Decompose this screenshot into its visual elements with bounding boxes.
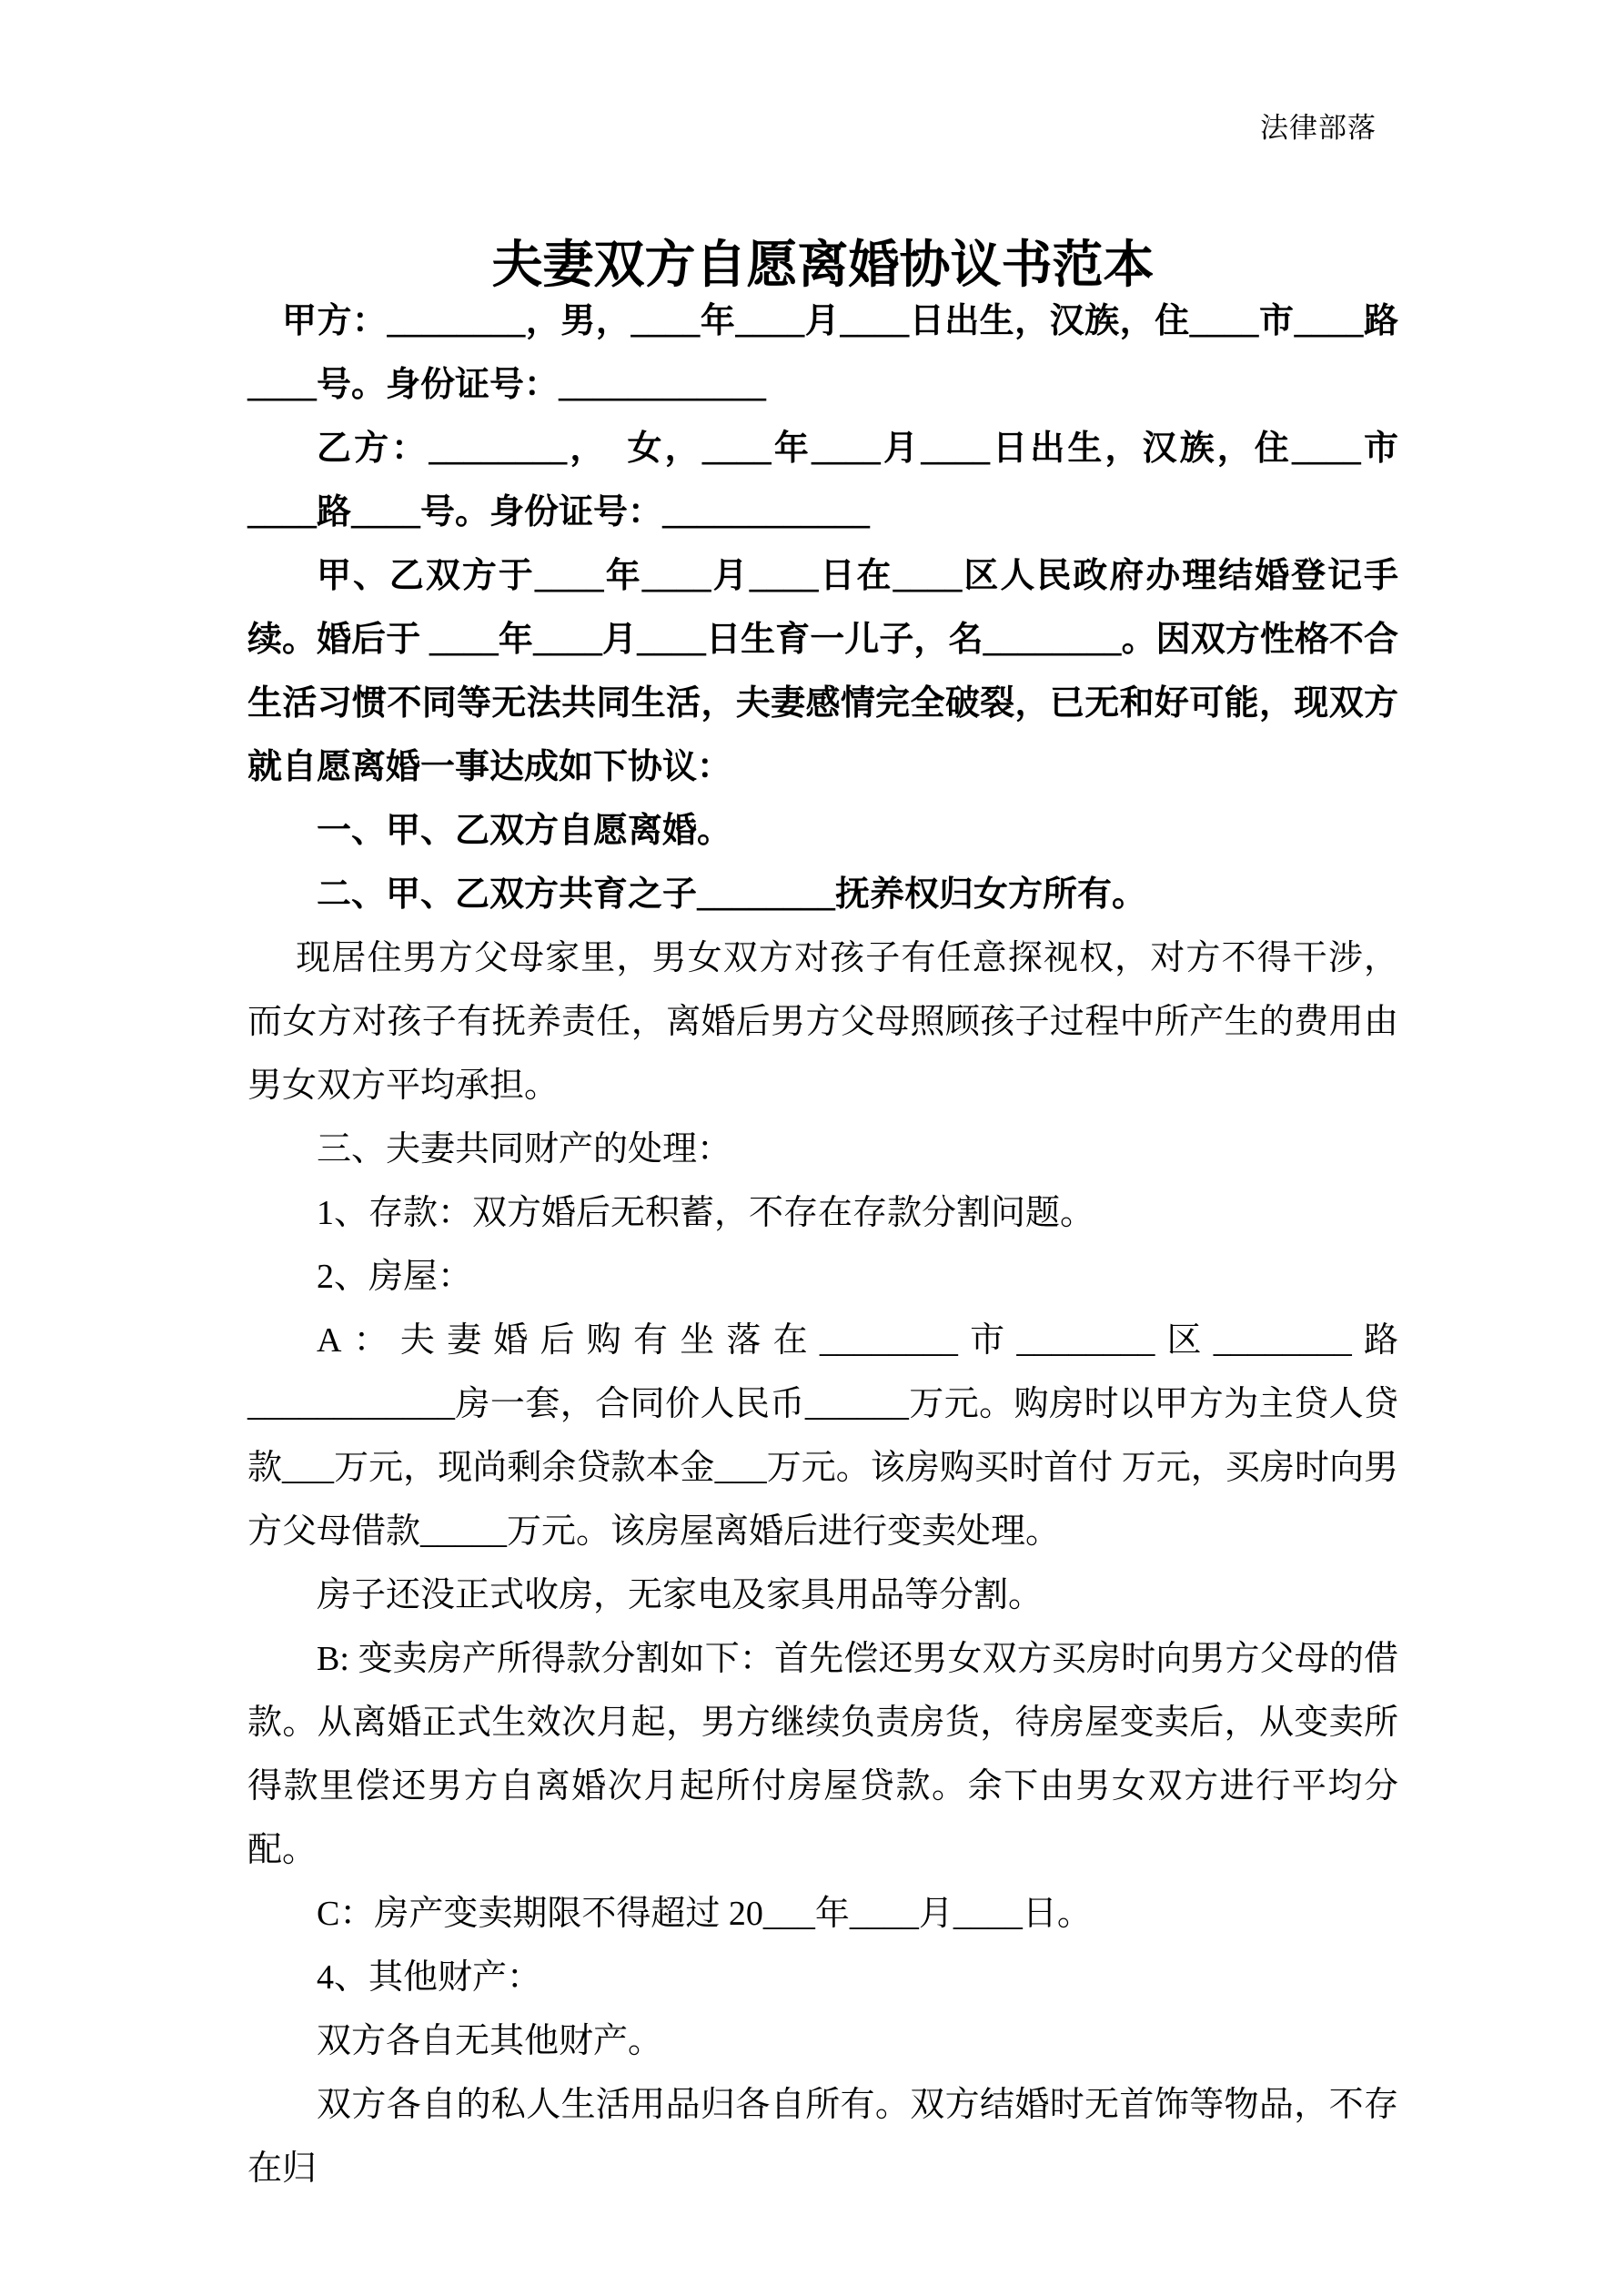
paragraph: 房子还没正式收房，无家电及家具用品等分割。 — [317, 1576, 1044, 1614]
paragraph: 甲、乙双方于____年____月____日在____区人民政府办理结婚登记手续。婚后于 ____年____月____日生育一儿子，名________。因双方性格不合生活习惯不同等无法共同生活，夫妻感情完全破裂，已无和好可能，现双方就自愿离婚一事达成如下协议： — [247, 557, 1398, 786]
paragraph: 1、存款：双方婚后无积蓄，不存在存款分割问题。 — [317, 1194, 1095, 1232]
paragraph: 甲方：________，男，____年____月____日出生，汉族，住____市____路____号。身份证号：____________ — [247, 302, 1398, 404]
document-body — [247, 289, 1398, 2200]
header-watermark: 法律部落 — [1260, 112, 1377, 144]
paragraph: B: 变卖房产所得款分割如下：首先偿还男女双方买房时向男方父母的借款。从离婚正式生效次月起，男方继续负责房货，待房屋变卖后，从变卖所得款里偿还男方自离婚次月起所付房屋贷款。余下由男女双方进行平均分配。 — [247, 1640, 1398, 1869]
paragraph: 一、甲、乙双方自愿离婚。 — [317, 812, 732, 850]
paragraph: 二、甲、乙双方共育之子________抚养权归女方所有。 — [317, 875, 1147, 914]
paragraph: 双方各自的私人生活用品归各自所有。双方结婚时无首饰等物品，不存在归 — [247, 2086, 1398, 2188]
paragraph: 乙方：________， 女，____年____月____日出生，汉族，住____市____路____号。身份证号：____________ — [247, 430, 1398, 531]
paragraph: A：夫妻婚后购有坐落在________市________区________路 ____________房一套，合同价人民币______万元。购房时以甲方为主贷人贷款___万元，现尚剩余贷款本金___万元。该房购买时首付 万元，买房时向男方父母借款_____万元。该房屋离婚后进行变卖处理。 — [247, 1321, 1398, 1551]
paragraph: 双方各自无其他财产。 — [317, 2022, 663, 2060]
paragraph: 4、其他财产： — [317, 1958, 542, 1997]
paragraph: 2、房屋： — [317, 1258, 473, 1296]
paragraph: 三、夫妻共同财产的处理： — [317, 1130, 732, 1168]
paragraph: 现居住男方父母家里，男女双方对孩子有任意探视权，对方不得干涉，而女方对孩子有抚养责任，离婚后男方父母照顾孩子过程中所产生的费用由男女双方平均承担。 — [247, 939, 1398, 1105]
paragraph: C：房产变卖期限不得超过 20___年____月____日。 — [317, 1895, 1092, 1933]
document-title: 夫妻双方自愿离婚协议书范本 — [491, 237, 1155, 294]
